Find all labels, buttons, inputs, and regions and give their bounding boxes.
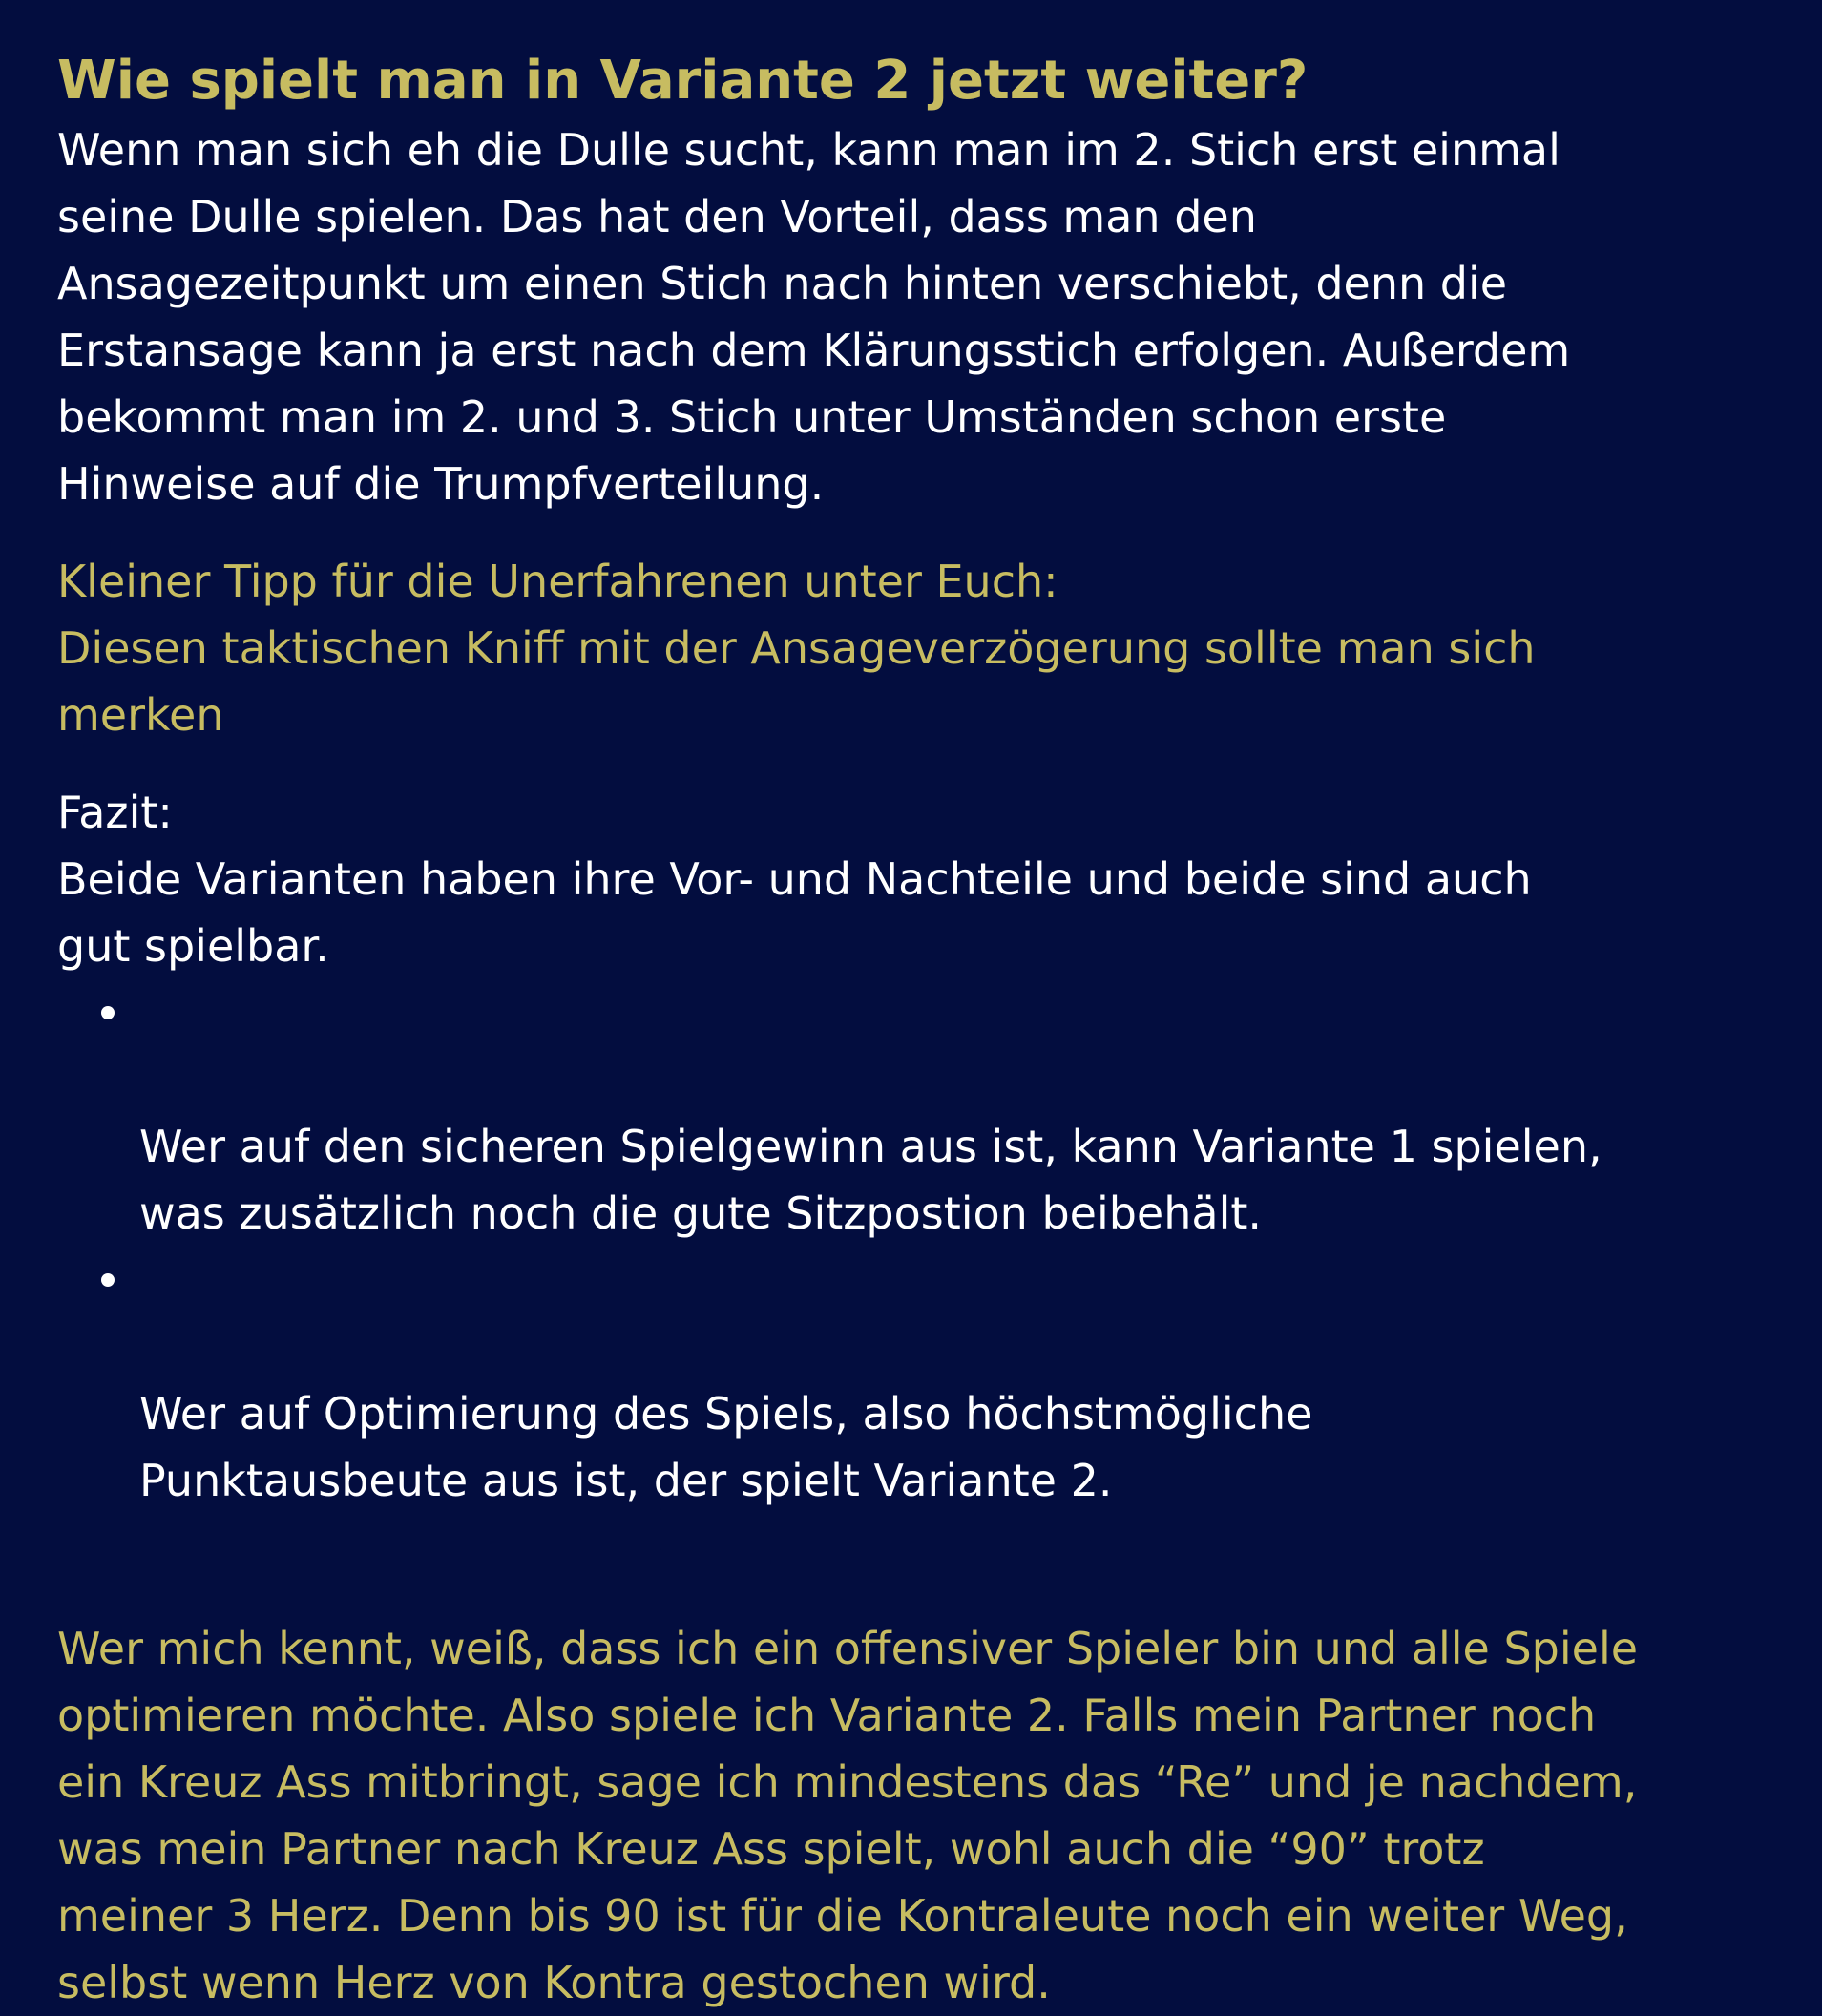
intro-paragraph: Wenn man sich eh die Dulle sucht, kann man im 2. Stich erst einmal seine Dulle spielen. Das hat den Vorteil, dass man den Ansagezeitpunkt um einen Stich nach hinten verschiebt, denn die Erstansage kann ja erst nach dem Klärungsstich erfolgen. Außerdem bekommt man im 2. und 3. Stich unter Umständen schon erste Hinweise auf die Trumpfverteilung. (57, 124, 1571, 510)
list-item (139, 979, 1765, 1247)
bullet-icon (101, 1273, 115, 1287)
list-item-text: Wer auf den sicheren Spielgewinn aus ist, kann Variante 1 spielen, was zusätzlich noch die gute Sitzpostion beibehält. (139, 1121, 1602, 1239)
bullet-icon (101, 1006, 115, 1019)
conclusion-section (57, 779, 1765, 1514)
list-item-text: Wer auf Optimierung des Spiels, also höchstmögliche Punktausbeute aus ist, der spielt Variante 2. (139, 1388, 1313, 1506)
tip-paragraph: Kleiner Tipp für die Unerfahrenen unter Euch: Diesen taktischen Kniff mit der Ansageverzögerung sollte man sich merken (57, 556, 1536, 741)
heading: Wie spielt man in Variante 2 jetzt weiter? (57, 50, 1309, 112)
conclusion-label: Fazit: (57, 787, 173, 838)
conclusion-list (57, 979, 1765, 1514)
conclusion-text: Beide Varianten haben ihre Vor- und Nachteile und beide sind auch gut spielbar. (57, 853, 1532, 972)
list-item (139, 1247, 1765, 1514)
closing-paragraph: Wer mich kennt, weiß, dass ich ein offensiver Spieler bin und alle Spiele optimieren möchte. Also spiele ich Variante 2. Falls mein Partner noch ein Kreuz Ass mitbringt, sage ich mindestens das “Re” und je nachdem, was mein Partner nach Kreuz Ass spielt, wohl auch die “90” trotz meiner 3 Herz. Denn bis 90 ist für die Kontraleute noch ein weiter Weg, selbst wenn Herz von Kontra gestochen wird. (57, 1623, 1639, 2008)
